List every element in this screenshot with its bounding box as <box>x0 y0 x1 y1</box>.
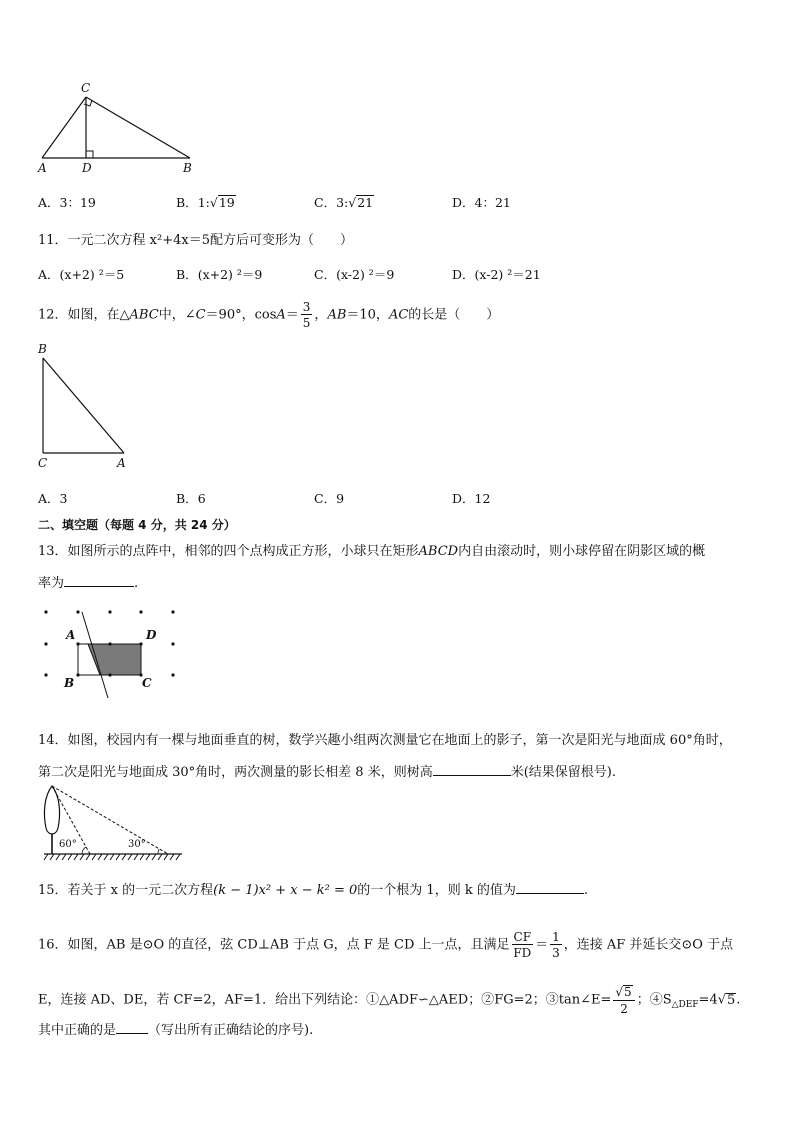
right-angle-d <box>86 151 93 158</box>
fig14-angle-30: 30° <box>128 839 146 850</box>
q11-option-c: C．(x-2) ²＝9 <box>314 267 395 282</box>
q16-answer-blank[interactable] <box>116 1021 148 1034</box>
fig14-angle-60: 60° <box>59 839 77 850</box>
tree-crown <box>44 786 59 834</box>
fig10-label-d: D <box>82 161 92 175</box>
q12-option-b: B．6 <box>176 491 206 506</box>
q15-answer-blank[interactable] <box>516 881 584 894</box>
q16-fraction-cf-fd: $\frac{CF}{FD}$ <box>513 930 532 960</box>
q12-option-c: C．9 <box>314 491 345 506</box>
q13-line1: 13．如图所示的点阵中，相邻的四个点构成正方形，小球只在矩形ABCD内自由滚动时，则小球停留在阴影区域的概 <box>38 544 706 559</box>
q16-fraction-one-third: $\frac{1}{3}$ <box>552 930 560 960</box>
q10-option-a: A．3：19 <box>38 195 96 210</box>
q11-option-b: B．(x+2) ²＝9 <box>176 267 263 282</box>
ground-hatching <box>44 854 180 860</box>
q16-line3: 其中正确的是 （写出所有正确结论的序号). <box>38 1023 314 1038</box>
q14-figure <box>40 784 190 864</box>
q13-figure <box>40 606 190 688</box>
q16-line1: 16．如图，AB 是⊙O 的直径，弦 CD⊥AB 于点 G，点 F 是 CD 上一点，且满足 $\frac{CF}{FD}$ ＝ $\frac{1}{3}$ ，连接 AF 并延长交⊙O 于点 <box>38 930 734 960</box>
fig12-label-b: B <box>38 342 47 356</box>
q14-line2: 第二次是阳光与地面成 30°角时，两次测量的影长相差 8 米，则树高 米(结果保留根号). <box>38 765 616 780</box>
q16-fraction-tan: $\frac{√5}{2}$ <box>613 985 634 1015</box>
q10-option-c: C．3:√21 <box>314 195 374 210</box>
q13-line2: 率为 . <box>38 576 139 591</box>
fig13-label-b: B <box>64 676 75 690</box>
right-angle-c <box>84 100 92 106</box>
fig12-label-a: A <box>117 456 126 470</box>
section-fill-blank-heading: 二、填空题（每题 4 分，共 24 分） <box>38 518 236 532</box>
cb-line <box>86 97 190 158</box>
q12-fraction: $\frac{3}{5}$ <box>302 300 311 330</box>
q13-answer-blank[interactable] <box>64 574 134 587</box>
fig13-label-a: A <box>66 628 76 642</box>
q10-option-b: B．1:√19 <box>176 195 235 210</box>
ba-line <box>43 358 124 453</box>
q12-stem: 12．如图，在△ABC中，∠C＝90°，cosA＝ $\frac{3}{5}$ ，AB＝10，AC的长是（ ） <box>38 300 500 330</box>
fig10-label-b: B <box>183 161 192 175</box>
q14-answer-blank[interactable] <box>433 763 511 776</box>
fig12-label-c: C <box>38 456 48 470</box>
fig10-label-a: A <box>38 161 47 175</box>
q15-stem: 15．若关于 x 的一元二次方程(k − 1)x² + x − k² = 0的一个根为 1，则 k 的值为 . <box>38 883 588 898</box>
q11-option-d: D．(x-2) ²＝21 <box>452 267 541 282</box>
q11-option-a: A．(x+2) ²＝5 <box>38 267 125 282</box>
fig13-label-d: D <box>146 628 157 642</box>
q16-line2: E，连接 AD、DE，若 CF=2，AF=1．给出下列结论：①△ADF∽△AED；②FG=2；③tan∠E= $\frac{√5}{2}$ ；$④S_{\triangle DEF}=4√5$. <box>38 985 741 1017</box>
q12-option-d: D．12 <box>452 491 491 506</box>
ac-line <box>42 97 86 158</box>
q11-stem: 11．一元二次方程 x²+4x＝5配方后可变形为（ ） <box>38 233 353 248</box>
q10-figure <box>38 80 198 176</box>
angle-arc-30 <box>158 849 159 854</box>
angle-arc-60 <box>82 847 86 854</box>
fig10-label-c: C <box>81 81 91 95</box>
q12-option-a: A．3 <box>38 491 68 506</box>
q12-figure <box>38 350 138 460</box>
q10-option-d: D．4：21 <box>452 195 511 210</box>
q14-line1: 14．如图，校园内有一棵与地面垂直的树，数学兴趣小组两次测量它在地面上的影子，第一次是阳光与地面成 60°角时， <box>38 733 732 748</box>
fig13-label-c: C <box>142 676 152 690</box>
